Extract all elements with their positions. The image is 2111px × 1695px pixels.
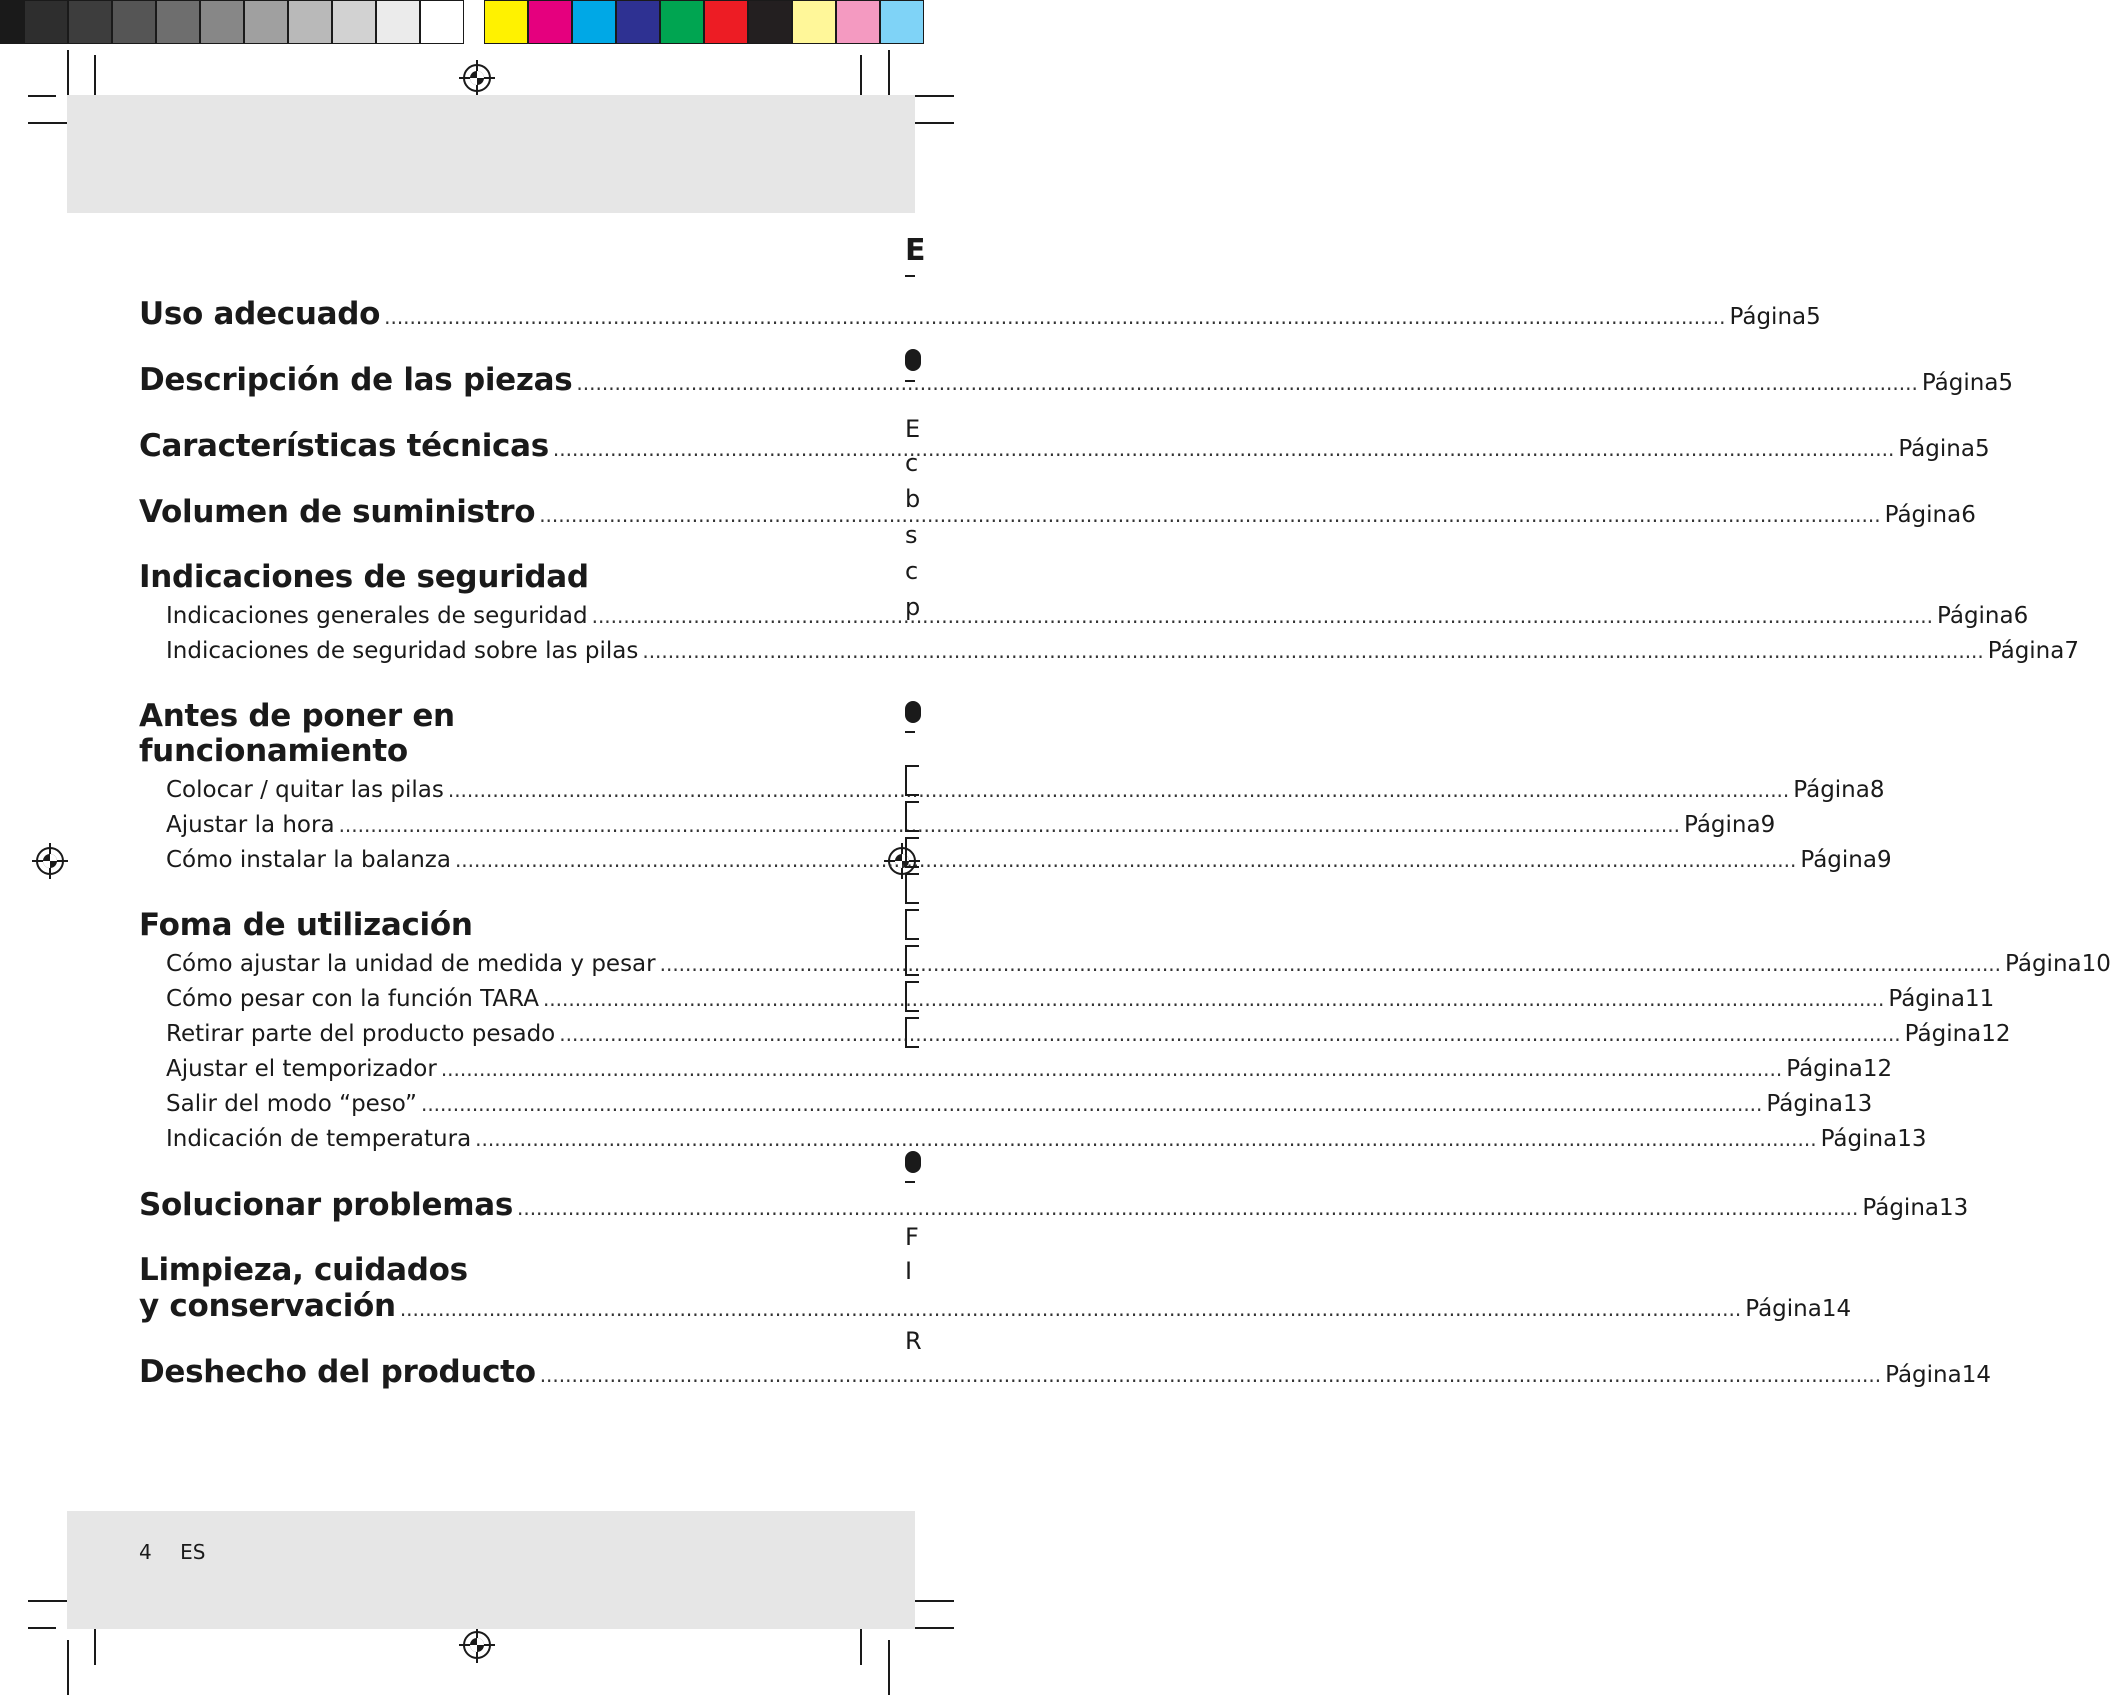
page-number: 6 bbox=[1961, 502, 1976, 528]
page-footer bbox=[139, 1540, 227, 1564]
page-number: 8 bbox=[1869, 777, 1885, 803]
sliver-table-cell bbox=[905, 981, 919, 1012]
color-swatch bbox=[880, 0, 924, 44]
toc-entry-title: Solucionar problemas bbox=[139, 1187, 513, 1223]
color-swatch bbox=[528, 0, 572, 44]
sliver-letter: b bbox=[905, 485, 921, 513]
page-number: 12 bbox=[1981, 1021, 2011, 1047]
toc-entry-caracteristicas[interactable] bbox=[139, 428, 1990, 464]
toc-subentry-title: Cómo instalar la balanza bbox=[166, 847, 451, 873]
sliver-letter: I bbox=[905, 1257, 913, 1285]
sliver-table-cell bbox=[905, 765, 919, 796]
leader-dots bbox=[539, 503, 1880, 527]
crop-mark bbox=[94, 55, 96, 100]
toc-entry-title: Características técnicas bbox=[139, 428, 549, 464]
leader-dots bbox=[441, 1052, 1782, 1087]
toc-subentry-title: Indicaciones generales de seguridad bbox=[166, 603, 588, 629]
toc-entry-solucionar[interactable] bbox=[139, 1187, 1969, 1223]
sliver-rule bbox=[905, 731, 915, 733]
leader-dots bbox=[660, 947, 2001, 982]
sliver-table-cell bbox=[905, 945, 919, 976]
toc-entry-title: Volumen de suministro bbox=[139, 494, 536, 530]
toc-subentry-title: Cómo ajustar la unidad de medida y pesar bbox=[166, 951, 656, 977]
sliver-rule bbox=[905, 1181, 915, 1183]
sliver-letter: c bbox=[905, 449, 919, 477]
gray-swatch bbox=[156, 0, 200, 44]
toc-subentry[interactable] bbox=[166, 982, 1995, 1017]
section-title-line2: funcionamiento bbox=[139, 733, 408, 769]
gray-swatch bbox=[376, 0, 420, 44]
sliver-table-cell bbox=[905, 873, 919, 904]
leader-dots bbox=[543, 982, 1884, 1017]
page-label: Página bbox=[1904, 1021, 1982, 1047]
registration-mark-icon bbox=[459, 60, 495, 96]
page-label: Página bbox=[1884, 502, 1962, 528]
gray-swatch bbox=[244, 0, 288, 44]
crop-mark bbox=[888, 1640, 890, 1695]
toc-entry-limpieza-row bbox=[139, 1288, 1852, 1324]
toc-subentry-title: Cómo pesar con la función TARA bbox=[166, 986, 539, 1012]
color-swatch bbox=[572, 0, 616, 44]
page-number: 11 bbox=[1964, 986, 1995, 1012]
leader-dots bbox=[448, 773, 1789, 808]
gray-calibration-bar bbox=[0, 0, 464, 48]
header-band bbox=[67, 95, 915, 213]
sliver-letter: R bbox=[905, 1327, 922, 1355]
toc-entry-deshecho[interactable] bbox=[139, 1354, 1991, 1390]
toc-entry-title: Uso adecuado bbox=[139, 296, 381, 332]
sliver-table-cell bbox=[905, 909, 919, 940]
page-label: Página bbox=[1937, 603, 2014, 629]
leader-dots bbox=[455, 843, 1796, 878]
page-label: Página bbox=[1786, 1056, 1863, 1082]
crop-mark bbox=[28, 95, 56, 97]
toc-entry-descripcion[interactable] bbox=[139, 362, 2014, 398]
color-swatch bbox=[836, 0, 880, 44]
sliver-table-cell bbox=[905, 1017, 919, 1048]
leader-dots bbox=[517, 1196, 1858, 1220]
page-label: Página bbox=[1888, 986, 1965, 1012]
next-page-sliver bbox=[905, 213, 926, 1511]
footer-band bbox=[67, 1511, 915, 1629]
section-title: Indicaciones de seguridad bbox=[139, 559, 589, 595]
crop-mark bbox=[860, 55, 862, 100]
page-label: Página bbox=[1800, 847, 1877, 873]
toc-subentry[interactable] bbox=[166, 634, 2079, 669]
leader-dots bbox=[475, 1122, 1816, 1157]
toc-subentry-title: Salir del modo “peso” bbox=[166, 1091, 417, 1117]
toc-subentry-title: Indicación de temperatura bbox=[166, 1126, 472, 1152]
language-code: ES bbox=[180, 1540, 206, 1564]
leader-dots bbox=[540, 1363, 1881, 1387]
gray-swatch bbox=[420, 0, 464, 44]
color-swatch bbox=[704, 0, 748, 44]
sliver-letter: F bbox=[905, 1223, 919, 1251]
sliver-table-cell bbox=[905, 801, 919, 832]
toc-subentry[interactable] bbox=[166, 1087, 1873, 1122]
sliver-letter: E bbox=[905, 233, 926, 268]
page-number: 7 bbox=[2064, 638, 2079, 664]
page-label: Página bbox=[1745, 1296, 1822, 1322]
page-number: 9 bbox=[1760, 812, 1776, 838]
leader-dots bbox=[642, 634, 1983, 669]
page-label: Página bbox=[1729, 304, 1807, 330]
leader-dots bbox=[553, 437, 1894, 461]
page-number: 10 bbox=[2081, 951, 2111, 977]
sliver-rule bbox=[905, 275, 915, 277]
sliver-letter: E bbox=[905, 415, 921, 443]
page-number-footer: 4 bbox=[139, 1540, 152, 1564]
crop-mark bbox=[888, 50, 890, 95]
sliver-letter: s bbox=[905, 521, 918, 549]
color-swatch bbox=[660, 0, 704, 44]
toc-subentry[interactable] bbox=[166, 599, 2029, 634]
leader-dots bbox=[384, 305, 1725, 329]
toc-section-forma bbox=[139, 907, 2111, 1157]
color-swatch bbox=[616, 0, 660, 44]
gray-swatch bbox=[112, 0, 156, 44]
leader-dots bbox=[400, 1297, 1741, 1321]
page-label: Página bbox=[1898, 436, 1975, 462]
color-swatch bbox=[484, 0, 528, 44]
sliver-rule bbox=[905, 380, 915, 382]
leader-dots bbox=[592, 599, 1933, 634]
toc-subentry-title: Indicaciones de seguridad sobre las pilas bbox=[166, 638, 639, 664]
page-number: 5 bbox=[1806, 304, 1821, 330]
toc-entry-title-line1: Limpieza, cuidados bbox=[139, 1252, 468, 1288]
toc-subentry[interactable] bbox=[166, 843, 1892, 878]
toc-entry-title-line2: y conservación bbox=[139, 1288, 396, 1324]
gray-swatch bbox=[24, 0, 68, 44]
toc-subentry-title: Ajustar el temporizador bbox=[166, 1056, 437, 1082]
toc-subentry[interactable] bbox=[166, 947, 2111, 982]
toc-section-antes bbox=[139, 698, 1892, 878]
page-number: 13 bbox=[1842, 1091, 1873, 1117]
page-label: Página bbox=[1862, 1195, 1939, 1221]
toc-entry-title: Descripción de las piezas bbox=[139, 362, 573, 398]
toc-entry-volumen[interactable] bbox=[139, 494, 1976, 530]
crop-mark bbox=[67, 1640, 69, 1695]
page-label: Página bbox=[1820, 1126, 1898, 1152]
page-number: 13 bbox=[1897, 1126, 1927, 1152]
toc-subentry-title: Ajustar la hora bbox=[166, 812, 335, 838]
toc-entry-limpieza[interactable] bbox=[139, 1252, 1852, 1324]
page-number: 14 bbox=[1961, 1362, 1991, 1388]
sliver-letter: p bbox=[905, 593, 921, 621]
gray-swatch bbox=[68, 0, 112, 44]
toc-subentry[interactable] bbox=[166, 1017, 2011, 1052]
toc-subentry[interactable] bbox=[166, 808, 1776, 843]
sliver-heading-mark bbox=[905, 349, 921, 371]
toc-subentry[interactable] bbox=[166, 1052, 1893, 1087]
color-swatch bbox=[748, 0, 792, 44]
leader-dots bbox=[559, 1017, 1900, 1052]
crop-mark bbox=[28, 1627, 56, 1629]
page-label: Página bbox=[2005, 951, 2082, 977]
section-title-line1: Antes de poner en bbox=[139, 698, 455, 734]
toc-subentry-title: Colocar / quitar las pilas bbox=[166, 777, 444, 803]
toc-subentry[interactable] bbox=[166, 773, 1885, 808]
page-number: 6 bbox=[2013, 603, 2029, 629]
toc-entry-uso[interactable] bbox=[139, 296, 1821, 332]
leader-dots bbox=[576, 371, 1917, 395]
toc-subentry-title: Retirar parte del producto pesado bbox=[166, 1021, 556, 1047]
gray-swatch bbox=[288, 0, 332, 44]
toc-section-seguridad bbox=[139, 559, 2079, 669]
registration-mark-icon bbox=[32, 843, 68, 879]
gray-swatch bbox=[200, 0, 244, 44]
crop-mark bbox=[67, 50, 69, 95]
sliver-heading-mark bbox=[905, 701, 921, 723]
page-number: 9 bbox=[1876, 847, 1892, 873]
toc-subentry[interactable] bbox=[166, 1122, 1927, 1157]
toc-entry-title: Deshecho del producto bbox=[139, 1354, 536, 1390]
sliver-letter: c bbox=[905, 557, 919, 585]
color-swatch bbox=[792, 0, 836, 44]
sliver-table-cell bbox=[905, 837, 919, 868]
page-number: 5 bbox=[1998, 370, 2014, 396]
color-calibration-bar bbox=[484, 0, 924, 48]
registration-mark-icon bbox=[459, 1627, 495, 1663]
page-number: 13 bbox=[1939, 1195, 1969, 1221]
page-label: Página bbox=[1921, 370, 1999, 396]
sliver-heading-mark bbox=[905, 1151, 921, 1173]
page-label: Página bbox=[1987, 638, 2065, 664]
leader-dots bbox=[339, 808, 1680, 843]
page-number: 12 bbox=[1862, 1056, 1893, 1082]
gray-swatch bbox=[0, 0, 24, 44]
page-number: 14 bbox=[1821, 1296, 1852, 1322]
table-of-contents bbox=[139, 296, 2111, 1420]
page-number: 5 bbox=[1974, 436, 1990, 462]
leader-dots bbox=[421, 1087, 1762, 1122]
page-label: Página bbox=[1793, 777, 1870, 803]
gray-swatch bbox=[332, 0, 376, 44]
page-label: Página bbox=[1766, 1091, 1843, 1117]
section-title: Foma de utilización bbox=[139, 907, 473, 943]
page-label: Página bbox=[1683, 812, 1761, 838]
page-label: Página bbox=[1885, 1362, 1962, 1388]
